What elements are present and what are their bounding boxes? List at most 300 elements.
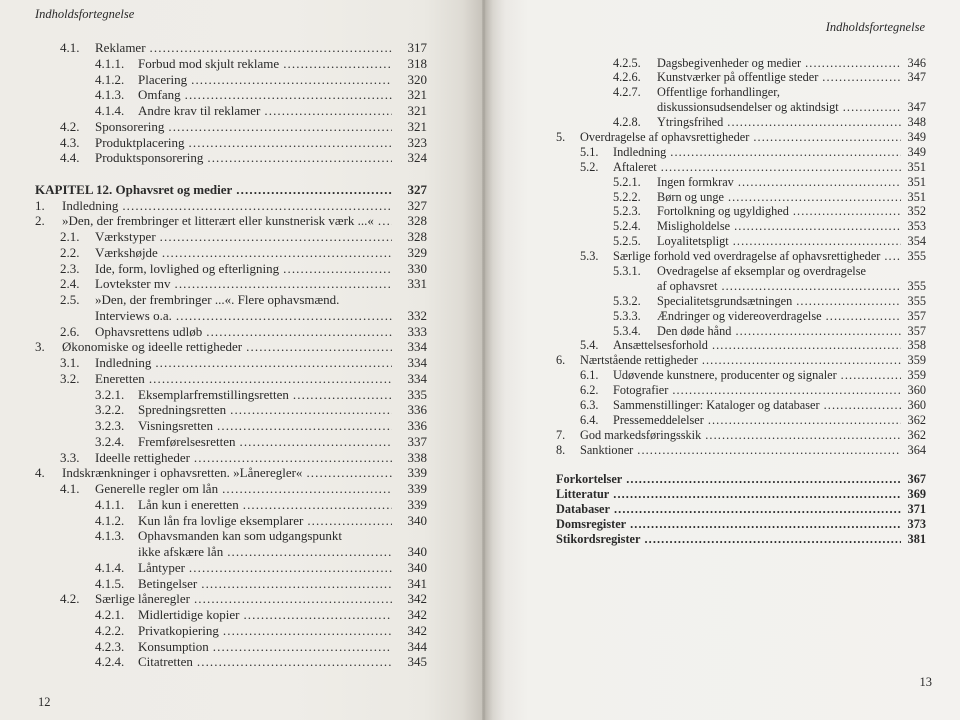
dot-leader [243,607,391,623]
entry-line [486,338,926,353]
toc-list [0,40,427,670]
entry-line [486,502,926,517]
entry-title: Fortolkning og ugyldighed [657,204,789,219]
dot-leader [283,261,391,277]
toc-entry [0,292,427,324]
toc-entry [486,56,926,71]
toc-entry [0,229,427,245]
entry-number: 3. [35,339,45,355]
entry-title: Privatkopiering [138,622,219,638]
dot-leader [162,245,392,261]
dot-leader [189,560,392,576]
entry-number: 4.2.6. [613,70,641,85]
entry-line [0,198,427,214]
toc-entry [0,371,427,387]
toc-entry [486,190,926,205]
entry-title: Kunstværker på offentlige steder [657,70,819,85]
entry-line [486,234,926,249]
toc-entry [0,418,427,434]
toc-entry [0,355,427,371]
entry-number: 6.4. [580,412,599,427]
entry-line [0,229,427,245]
entry-number: 1. [35,197,45,213]
toc-entry [486,338,926,353]
entry-number: 4.1. [60,481,80,496]
entry-line [486,294,926,309]
entry-page-number: 323 [407,134,427,150]
toc-entry [486,175,926,190]
entry-title: Ansættelsesforhold [613,338,708,353]
section-gap [0,166,427,182]
entry-line [0,434,427,450]
entry-number: 2.6. [60,323,80,339]
entry-title: Forbud mod skjult reklame [138,55,280,71]
dot-leader [805,56,900,71]
dot-leader [222,481,391,497]
dot-leader [174,276,391,292]
entry-page-number: 334 [407,339,427,355]
entry-title: Databaser [556,502,610,517]
entry-line [486,443,926,458]
entry-title: »Den, der frembringer et litterært eller kunstnerisk værk ...« [62,213,374,229]
dot-leader [197,654,392,670]
entry-title: Lovtekster mv [95,276,171,292]
entry-number: 4.1.4. [95,559,125,575]
dot-leader [614,502,901,517]
toc-entry [486,204,926,219]
entry-line [0,213,427,229]
toc-entry [0,40,427,56]
dot-leader [705,428,900,443]
entry-title: Overdragelse af ophavsrettigheder [580,129,750,144]
entry-title: Lån kun i eneretten [138,496,239,512]
entry-line [0,591,427,607]
entry-title-continuation: af ophavsret [657,278,718,293]
entry-line [0,450,427,466]
entry-title: Konsumption [138,638,209,654]
toc-entry [0,402,427,418]
entry-number: 6.2. [580,383,599,398]
dot-leader [227,544,391,560]
entry-line [486,324,926,339]
toc-entry [0,103,427,119]
entry-number: 5.3.3. [613,308,641,323]
entry-title: Domsregister [556,517,627,532]
toc-entry [486,160,926,175]
entry-number: 5.2.5. [613,234,641,249]
entry-page-number: 334 [407,370,427,386]
entry-title: Andre krav til reklamer [138,103,261,118]
toc-entry [0,560,427,576]
entry-title: KAPITEL 12. Ophavsret og medier [35,181,233,197]
toc-entry [486,353,926,368]
entry-number: 4.3. [60,134,80,150]
entry-line [486,428,926,443]
dot-leader [246,339,391,355]
dot-leader [738,175,901,190]
entry-number: 2.5. [60,292,80,307]
entry-line [0,560,427,576]
entry-number: 6. [556,353,566,368]
entry-line [486,100,926,115]
entry-page-number: 339 [407,481,427,496]
entry-title: Særlige forhold ved overdragelse af ophavsrettigheder [613,249,881,264]
dot-leader [293,387,392,403]
entry-line [486,219,926,234]
dot-leader [160,229,392,245]
entry-title: Særlige låneregler [95,591,190,607]
entry-number: 2.3. [60,260,80,276]
toc-entry [0,465,427,481]
toc-entry [486,219,926,234]
dot-leader [239,434,391,450]
entry-number: 8. [556,442,566,457]
entry-number: 4.1.3. [95,528,125,544]
toc-entry [486,428,926,443]
toc-entry [486,130,926,145]
toc-entry [486,249,926,264]
toc-backmatter-entry [486,472,926,487]
entry-number: 4.2.8. [613,115,641,130]
entry-page-number: 358 [907,338,926,353]
entry-page-number: 341 [407,575,427,591]
entry-line [0,639,427,655]
dot-leader [191,72,391,88]
toc-entry [486,115,926,130]
dot-leader [613,487,900,502]
entry-title: Forkortelser [556,472,623,487]
entry-number: 3.2.4. [95,433,125,449]
entry-line [0,292,427,308]
entry-page-number: 321 [407,118,427,134]
toc-entry [0,72,427,88]
entry-title: Citatretten [138,654,193,670]
entry-number: 5.3.1. [613,263,641,278]
entry-line [486,472,926,487]
entry-line [486,532,926,547]
entry-page-number: 336 [407,418,427,433]
entry-line [0,308,427,324]
toc-entry [0,607,427,623]
entry-line [0,245,427,261]
entry-page-number: 327 [407,197,427,213]
entry-title: Stikordsregister [556,532,641,546]
entry-line [486,175,926,190]
toc-entry [0,576,427,592]
entry-title: Eneretten [95,370,145,386]
toc-entry [0,654,427,670]
entry-page-number: 344 [407,638,427,654]
dot-leader [712,338,901,353]
dot-leader [728,190,901,205]
toc-backmatter-entry [486,487,926,502]
entry-title: Nærtstående rettigheder [580,353,698,368]
entry-page-number: 339 [407,496,427,512]
entry-page-number: 362 [907,412,926,427]
toc-entry [0,513,427,529]
entry-page-number: 352 [907,204,926,219]
entry-number: 3.2. [60,370,80,386]
entry-line [0,72,427,88]
page-number-footer: 12 [38,695,51,709]
dot-leader [168,119,391,135]
toc-entry [486,398,926,413]
entry-page-number: 351 [907,189,926,204]
toc-entry [0,528,427,560]
entry-page-number: 328 [407,229,427,244]
dot-leader [201,576,391,592]
entry-page-number: 354 [907,234,926,249]
entry-line [486,413,926,428]
entry-title: Reklamer [95,40,146,55]
dot-leader [637,443,900,458]
entry-number: 5.4. [580,338,599,353]
dot-leader [243,497,392,513]
dot-leader [702,353,901,368]
dot-leader [307,513,391,529]
toc-entry [0,135,427,151]
toc-entry [0,276,427,292]
entry-line [0,276,427,292]
entry-line [0,402,427,418]
entry-page-number: 346 [907,55,926,70]
entry-number: 4.1. [60,40,80,55]
entry-line [0,481,427,497]
entry-number: 4.1.1. [95,496,125,512]
entry-title: Dagsbegivenheder og medier [657,55,802,70]
entry-title: Litteratur [556,487,610,502]
entry-line [486,264,926,279]
entry-line [486,249,926,264]
entry-line [486,398,926,413]
entry-page-number: 353 [907,219,926,234]
entry-title: Indledning [613,144,667,159]
entry-line [0,87,427,103]
entry-title-continuation: diskussionsudsendelser og aktindsigt [657,100,839,115]
entry-page-number: 340 [407,559,427,575]
entry-page-number: 332 [407,307,427,323]
entry-line [0,465,427,481]
entry-page-number: 334 [407,355,427,370]
dot-leader [734,219,900,234]
entry-number: 3.3. [60,449,80,465]
entry-page-number: 342 [407,591,427,607]
entry-page-number: 320 [407,71,427,87]
entry-number: 5. [556,129,566,144]
entry-line [0,135,427,151]
dot-leader [150,40,392,56]
entry-page-number: 348 [907,115,926,130]
toc-entry [486,309,926,324]
toc-entry [0,623,427,639]
right-page [486,0,960,720]
entry-line [486,190,926,205]
entry-title: Omfang [138,87,181,103]
entry-line [0,56,427,72]
entry-page-number: 381 [907,532,926,546]
entry-title: Betingelser [138,575,198,591]
toc-backmatter-entry [486,532,926,547]
entry-number: 4.2.2. [95,622,125,638]
entry-title: Værkshøjde [95,244,158,260]
entry-title: Den døde hånd [657,323,732,338]
entry-page-number: 355 [907,249,926,264]
entry-number: 5.2.3. [613,204,641,219]
entry-number: 4.2. [60,591,80,607]
dot-leader [708,413,901,428]
dot-leader [822,70,900,85]
entry-title: Børn og unge [657,189,724,204]
toc-entry [486,145,926,160]
entry-title: Fotografier [613,383,669,398]
entry-page-number: 342 [407,607,427,622]
entry-page-number: 347 [907,100,926,115]
entry-number: 4.1.2. [95,512,125,528]
page-number-footer: 13 [919,675,932,689]
entry-title: Værkstyper [95,229,156,244]
entry-number: 2.1. [60,229,80,244]
entry-line [486,145,926,160]
entry-page-number: 333 [407,323,427,339]
entry-number: 4.2.4. [95,654,125,670]
entry-line [0,40,427,56]
toc-entry [0,591,427,607]
entry-line [0,607,427,623]
dot-leader [826,309,901,324]
entry-title: Pressemeddelelser [613,412,704,427]
entry-line [486,85,926,100]
entry-title: Loyalitetspligt [657,234,729,249]
entry-line [0,654,427,670]
entry-page-number: 321 [407,87,427,103]
toc-entry [0,87,427,103]
toc-entry [486,383,926,398]
entry-page-number: 321 [407,103,427,118]
entry-number: 3.2.2. [95,402,125,418]
entry-number: 2.4. [60,276,80,292]
entry-page-number: 331 [407,276,427,292]
entry-page-number: 335 [407,386,427,402]
dot-leader [796,294,900,309]
entry-page-number: 351 [907,159,926,174]
entry-line [486,56,926,71]
entry-page-number: 349 [907,129,926,144]
entry-line [0,497,427,513]
entry-title: Indledning [62,197,119,213]
entry-title: Ingen formkrav [657,174,734,189]
entry-title: Ophavsrettens udløb [95,323,203,339]
entry-title: Ovedragelse af eksemplar og overdragelse [657,263,866,278]
entry-page-number: 336 [407,402,427,418]
dot-leader [841,368,901,383]
dot-leader [230,402,391,418]
entry-line [0,119,427,135]
entry-page-number: 317 [407,40,427,55]
entry-page-number: 347 [907,70,926,85]
entry-number: 4.4. [60,150,80,166]
entry-number: 5.2.2. [613,189,641,204]
entry-title-continuation: Interviews o.a. [95,307,172,323]
entry-number: 4.1.3. [95,87,125,103]
entry-page-number: 371 [907,502,926,517]
entry-line [486,353,926,368]
dot-leader [721,279,900,294]
dot-leader [194,450,392,466]
entry-line [486,487,926,502]
entry-title: Økonomiske og ideelle rettigheder [62,339,243,355]
entry-title: Ændringer og videreoverdragelse [657,308,822,323]
entry-page-number: 324 [407,150,427,166]
entry-page-number: 345 [407,654,427,670]
entry-number: 4.2.3. [95,638,125,654]
entry-number: 5.3. [580,249,599,264]
toc-entry [0,481,427,497]
entry-page-number: 355 [907,293,926,308]
entry-title: Misligholdelse [657,219,731,234]
dot-leader [149,371,392,387]
entry-page-number: 340 [407,512,427,528]
section-gap [486,458,926,473]
entry-page-number: 330 [407,260,427,276]
entry-number: 4.1.2. [95,71,125,87]
entry-page-number: 357 [907,308,926,323]
entry-line [0,103,427,119]
toc-entry [486,413,926,428]
entry-number: 4.1.5. [95,575,125,591]
entry-line [0,544,427,560]
entry-page-number: 360 [907,397,926,412]
entry-title: Placering [138,71,188,87]
entry-title: Eksemplarfremstillingsretten [138,386,289,402]
entry-page-number: 318 [407,55,427,71]
toc-entry [0,198,427,214]
entry-title: Aftaleret [613,159,657,174]
entry-title: Sponsorering [95,118,165,134]
dot-leader [793,204,901,219]
entry-title: Spredningsretten [138,402,227,418]
entry-number: 2. [35,213,45,229]
toc-entry [0,450,427,466]
entry-title-continuation: ikke afskære lån [138,544,224,559]
entry-number: 4. [35,465,45,481]
dot-leader [843,100,901,115]
dot-leader [644,532,900,547]
entry-line [486,160,926,175]
entry-number: 4.1.4. [95,103,125,118]
entry-page-number: 351 [907,174,926,189]
entry-number: 2.2. [60,244,80,260]
dot-leader [207,150,391,166]
entry-title: Ideelle rettigheder [95,449,190,465]
entry-number: 5.3.2. [613,293,641,308]
toc-entry [486,70,926,85]
dot-leader [670,145,900,160]
entry-title: Indskrænkninger i ophavsretten. »Låneregler« [62,465,303,481]
toc-entry [486,264,926,294]
entry-page-number: 340 [407,544,427,559]
entry-line [0,418,427,434]
toc-entry [486,368,926,383]
toc-entry [0,339,427,355]
entry-title: Ophavsmanden kan som udgangspunkt [138,528,343,544]
toc-entry [0,213,427,229]
entry-line [486,204,926,219]
entry-number: 4.2.7. [613,85,641,100]
entry-line [0,355,427,371]
toc-entry [0,639,427,655]
entry-line [486,368,926,383]
toc-entry [0,56,427,72]
